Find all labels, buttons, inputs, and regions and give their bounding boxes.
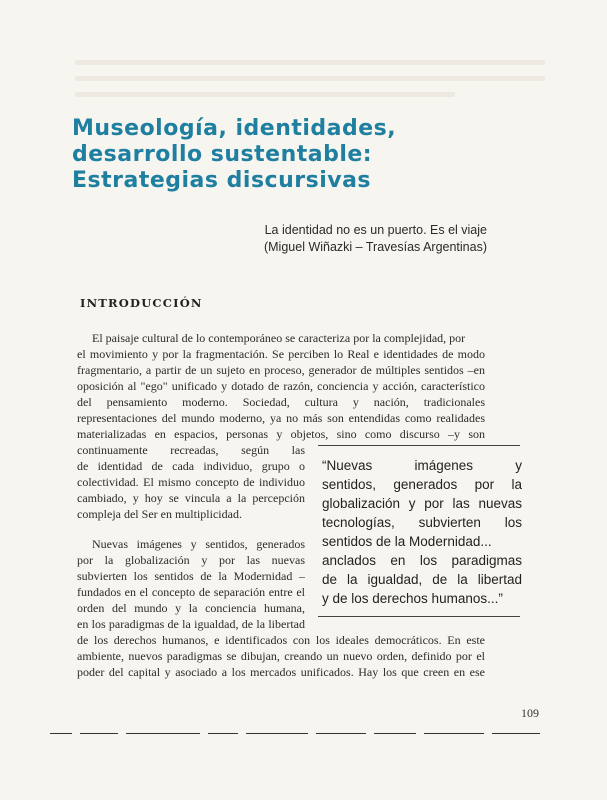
body-text-line: de los derechos humanos, e identificados con los ideales democráticos. En este	[77, 633, 485, 647]
epigraph	[264, 222, 487, 256]
body-text-line: orden del mundo y la conciencia humana,	[77, 601, 305, 615]
pull-quote-line: globalización y por las nuevas	[322, 496, 522, 511]
body-text-line: continuamente recreadas, según las	[77, 443, 305, 457]
body-text-line: ambiente, nuevos paradigmas se dibujan, creando un nuevo orden, definido por el	[77, 649, 485, 663]
body-text-line: del pensamiento moderno. Sociedad, cultura y nación, tradicionales	[77, 395, 485, 409]
pull-quote-line: y de los derechos humanos...”	[322, 591, 503, 606]
epigraph-attribution: (Miguel Wiñazki – Travesías Argentinas)	[263, 240, 487, 254]
body-text-line: colectividad. El mismo concepto de individuo	[77, 475, 305, 489]
footer-rule-segment	[492, 733, 540, 734]
pull-quote-bottom-rule	[318, 616, 520, 617]
footer-rule-segment	[208, 733, 238, 734]
section-heading: INTRODUCCIÓN	[80, 296, 203, 310]
footer-rule-segment	[424, 733, 484, 734]
body-text-line: en los paradigmas de la igualdad, de la libertad	[77, 617, 305, 631]
bleed-through-line	[75, 92, 455, 97]
body-text-line: el movimiento y por la fragmentación. Se perciben lo Real e identidades de modo	[77, 347, 485, 361]
body-text-line: compleja del Ser en multiplicidad.	[77, 507, 242, 521]
body-text-line: fundados en el concepto de separación entre el	[77, 585, 305, 599]
footer-rule-segment	[126, 733, 200, 734]
title-line: desarrollo sustentable:	[72, 142, 373, 167]
pull-quote	[322, 456, 522, 608]
body-text-line: fragmentario, a partir de un sujeto en proceso, generador de múltiples sentidos –en	[77, 363, 485, 377]
body-text-line: Nuevas imágenes y sentidos, generados	[92, 537, 305, 551]
footer-rule-segment	[50, 733, 72, 734]
pull-quote-line: tecnologías, subvierten los	[322, 515, 522, 530]
epigraph-quote: La identidad no es un puerto. Es el viaje	[264, 223, 487, 237]
title-line: Estrategias discursivas	[72, 168, 372, 193]
pull-quote-top-rule	[318, 445, 520, 446]
body-text-line: subvierten los sentidos de la Modernidad –	[77, 569, 305, 583]
body-text-line: poder del capital y asociado a los mercados unificados. Hay los que creen en ese	[77, 665, 485, 679]
pull-quote-line: sentidos de la Modernidad...	[322, 534, 492, 549]
footer-rule-segment	[316, 733, 366, 734]
body-text-line: de identidad de cada individuo, grupo o	[77, 459, 305, 473]
pull-quote-line: “Nuevas imágenes y	[322, 458, 522, 473]
title-line: Museología, identidades,	[72, 116, 397, 141]
body-text-line: representaciones del mundo moderno, ya no más son entendidas como realidades	[77, 411, 485, 425]
footer-rule-segment	[374, 733, 416, 734]
pull-quote-line: anclados en los paradigmas	[322, 553, 522, 568]
body-text-line: cambiado, y hoy se vincula a la percepción	[77, 491, 305, 505]
article-title	[72, 116, 532, 194]
page-number: 109	[521, 706, 539, 720]
bleed-through-line	[75, 76, 545, 81]
pull-quote-line: de la igualdad, de la libertad	[322, 572, 522, 587]
bleed-through-line	[75, 60, 545, 65]
body-text-line: El paisaje cultural de lo contemporáneo se caracteriza por la complejidad, por	[92, 331, 466, 345]
body-text-line: oposición al "ego" unificado y dotado de razón, conciencia y acción, característico	[77, 379, 485, 393]
pull-quote-line: sentidos, generados por la	[322, 477, 522, 492]
body-text-line: por la globalización y por las nuevas	[77, 553, 305, 567]
footer-rule-segment	[80, 733, 118, 734]
body-text-line: materializadas en espacios, personas y objetos, sino como discurso –y son	[77, 427, 485, 441]
footer-rule-segment	[246, 733, 308, 734]
